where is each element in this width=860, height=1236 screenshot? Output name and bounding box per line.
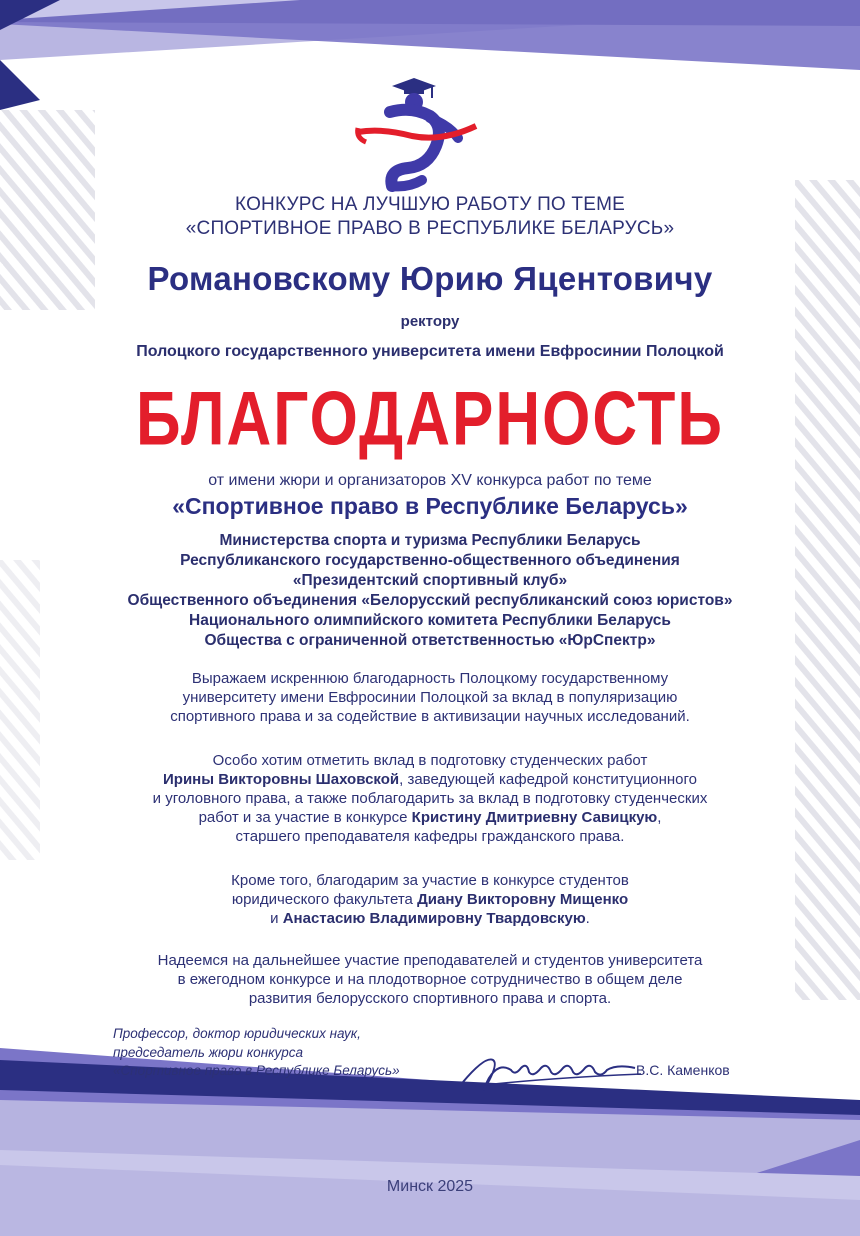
paragraph-line: в ежегодном конкурсе и на плодотворное сотрудничество в общем деле: [177, 971, 683, 988]
organizer-item: Министерства спорта и туризма Республики Беларусь: [219, 532, 641, 549]
paragraph-staff: [60, 751, 800, 846]
paragraph-hope: [60, 951, 800, 1008]
signatory-name: В.С. Каменков: [636, 1062, 730, 1078]
organizer-item: «Президентский спортивный клуб»: [292, 572, 568, 589]
person-name: Анастасию Владимировну Твардовскую: [282, 910, 586, 927]
signatory-line: Профессор, доктор юридических наук,: [113, 1026, 361, 1041]
paragraph-line: [60, 770, 800, 789]
paragraph-line: [60, 890, 800, 909]
certificate-title: БЛАГОДАРНОСТЬ: [136, 377, 724, 462]
paragraph-text: работ и за участие в конкурсе: [198, 809, 412, 826]
paragraph-line: университету имени Евфросинии Полоцкой за вклад в популяризацию: [182, 689, 678, 706]
signatory-line: председатель жюри конкурса: [113, 1044, 304, 1060]
organizer-item: Общества с ограниченной ответственностью «ЮрСпектр»: [204, 632, 656, 649]
paragraph-line: старшего преподавателя кафедры гражданского права.: [235, 828, 625, 845]
person-name: Кристину Дмитриевну Савицкую: [411, 809, 658, 826]
contest-theme: «Спортивное право в Республике Беларусь»: [172, 493, 688, 519]
paragraph-line: развития белорусского спортивного права и спорта.: [248, 990, 612, 1007]
from-line: от имени жюри и организаторов XV конкурса работ по теме: [208, 472, 652, 489]
organizer-item: Общественного объединения «Белорусский республиканский союз юристов»: [127, 592, 733, 609]
recipient-name: Романовскому Юрию Яцентовичу: [147, 260, 713, 297]
paragraph-text: и: [270, 910, 283, 927]
organizer-item: Национального олимпийского комитета Республики Беларусь: [189, 612, 671, 629]
paragraph-students: [60, 871, 800, 928]
signatory-line: «Спортивное право в Республике Беларусь»: [113, 1063, 400, 1078]
organizers-list: [60, 531, 800, 651]
paragraph-line: Кроме того, благодарим за участие в конкурсе студентов: [231, 872, 629, 889]
paragraph-line: Особо хотим отметить вклад в подготовку студенческих работ: [212, 752, 648, 769]
person-name: Ирины Викторовны Шаховской: [163, 771, 400, 788]
paragraph-line: и уголовного права, а также поблагодарить за вклад в подготовку студенческих: [152, 790, 708, 807]
paragraph-line: [60, 808, 800, 827]
organizer-item: Республиканского государственно-общественного объединения: [180, 552, 680, 569]
handwritten-signature: [455, 1048, 645, 1096]
paragraph-gratitude: [60, 669, 800, 726]
contest-title-line1: КОНКУРС НА ЛУЧШУЮ РАБОТУ ПО ТЕМЕ: [235, 194, 625, 215]
person-name: Диану Викторовну Мищенко: [417, 891, 629, 908]
paragraph-line: Надеемся на дальнейшее участие преподавателей и студентов университета: [157, 952, 703, 969]
city-year: Минск 2025: [386, 1178, 474, 1195]
paragraph-line: [60, 909, 800, 928]
paragraph-line: спортивного права и за содействие в активизации научных исследований.: [170, 708, 690, 725]
paragraph-text: ,: [657, 809, 662, 826]
running-graduate-logo-icon: [352, 76, 482, 194]
recipient-position: ректору: [400, 313, 460, 330]
contest-title-line2: «СПОРТИВНОЕ ПРАВО В РЕСПУБЛИКЕ БЕЛАРУСЬ»: [185, 218, 675, 239]
contest-title: [60, 193, 800, 241]
paragraph-text: , заведующей кафедрой конституционного: [399, 771, 697, 788]
paragraph-line: Выражаем искреннюю благодарность Полоцкому государственному: [191, 670, 669, 687]
paragraph-text: .: [585, 910, 590, 927]
paragraph-text: юридического факультета: [231, 891, 418, 908]
signatory-title: [113, 1025, 400, 1081]
recipient-institution: Полоцкого государственного университета имени Евфросинии Полоцкой: [136, 343, 724, 360]
